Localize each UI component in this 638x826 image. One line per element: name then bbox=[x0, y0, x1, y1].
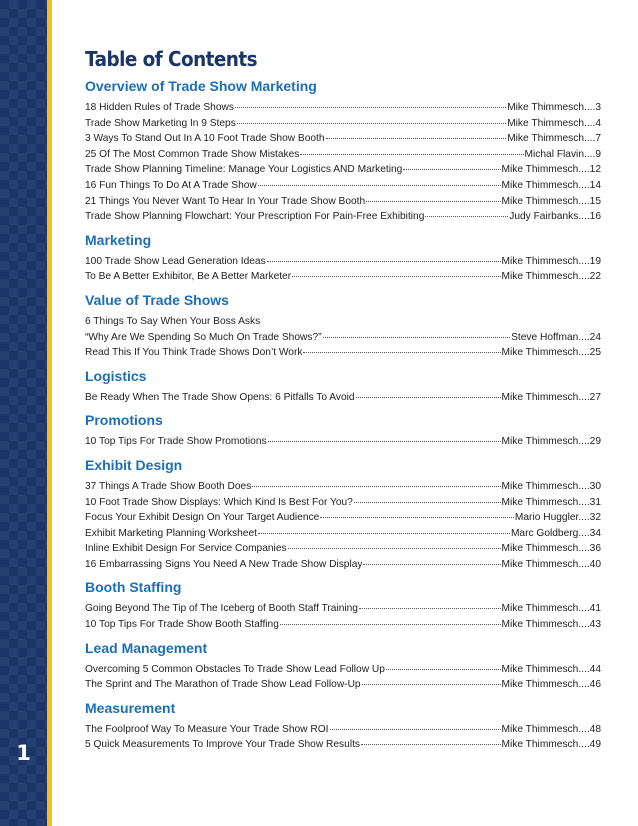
entry-author: Mike Thimmesch bbox=[501, 436, 579, 448]
page-leader: .... bbox=[578, 164, 590, 176]
dot-leader bbox=[359, 608, 501, 609]
dot-leader bbox=[288, 548, 501, 549]
toc-entry[interactable] bbox=[85, 390, 601, 406]
entry-page-number: 25 bbox=[589, 347, 601, 359]
entry-title: Exhibit Marketing Planning Worksheet bbox=[85, 527, 257, 539]
entry-author: Marc Goldberg bbox=[510, 527, 579, 539]
toc-entry[interactable] bbox=[85, 314, 601, 330]
entry-title: 37 Things A Trade Show Booth Does bbox=[85, 480, 252, 492]
entry-title: 25 Of The Most Common Trade Show Mistakes bbox=[85, 148, 300, 160]
dot-leader bbox=[258, 185, 501, 186]
page-leader: .... bbox=[578, 271, 590, 283]
dot-leader bbox=[267, 261, 501, 262]
entry-author-page bbox=[502, 601, 601, 617]
page-leader: .... bbox=[578, 543, 590, 555]
entry-page-number: 36 bbox=[589, 543, 601, 555]
toc-entry[interactable] bbox=[85, 737, 601, 753]
dot-leader bbox=[303, 352, 500, 353]
toc-entry[interactable] bbox=[85, 147, 601, 163]
toc-entry[interactable] bbox=[85, 495, 601, 511]
entry-title: Going Beyond The Tip of The Iceberg of Booth Staff Training bbox=[85, 603, 358, 615]
page-leader: .... bbox=[578, 739, 590, 751]
entry-page-number: 22 bbox=[589, 271, 601, 283]
entry-page-number: 49 bbox=[589, 739, 601, 751]
entry-author-page bbox=[502, 495, 601, 511]
entry-author-page bbox=[502, 254, 601, 270]
entry-author: Mike Thimmesch bbox=[501, 679, 579, 691]
section-heading: Overview of Trade Show Marketing bbox=[85, 78, 317, 94]
dot-leader bbox=[403, 169, 500, 170]
entry-author-page bbox=[502, 662, 601, 678]
section-heading: Measurement bbox=[85, 699, 176, 716]
entry-title: Be Ready When The Trade Show Opens: 6 Pitfalls To Avoid bbox=[85, 391, 355, 403]
section-heading: Promotions bbox=[85, 412, 163, 429]
entry-title: Inline Exhibit Design For Service Companies bbox=[85, 543, 287, 555]
page-leader: .... bbox=[578, 512, 590, 524]
entry-title: 10 Foot Trade Show Displays: Which Kind Is Best For You? bbox=[85, 496, 353, 508]
page-leader: .... bbox=[578, 391, 590, 403]
dot-leader bbox=[326, 138, 507, 139]
entry-page-number: 34 bbox=[589, 527, 601, 539]
entry-title: 3 Ways To Stand Out In A 10 Foot Trade Show Booth bbox=[85, 133, 325, 145]
entry-author: Mike Thimmesch bbox=[501, 195, 579, 207]
entry-author-page bbox=[502, 178, 601, 194]
toc-entry[interactable] bbox=[85, 100, 601, 116]
toc-entry[interactable] bbox=[85, 330, 601, 346]
page-leader: .... bbox=[578, 347, 590, 359]
entry-author: Mike Thimmesch bbox=[501, 164, 579, 176]
entry-author-page bbox=[502, 557, 601, 573]
entry-author-page bbox=[502, 390, 601, 406]
entry-title: The Sprint and The Marathon of Trade Show Lead Follow-Up bbox=[85, 679, 361, 691]
entry-author-page bbox=[502, 677, 601, 693]
page-leader: .... bbox=[578, 211, 590, 223]
toc-entry[interactable] bbox=[85, 345, 601, 361]
page-leader: .... bbox=[584, 102, 596, 113]
dot-leader bbox=[354, 502, 501, 503]
dot-leader bbox=[280, 624, 501, 625]
dot-leader bbox=[330, 729, 501, 730]
page-leader: .... bbox=[578, 331, 590, 343]
toc-entry[interactable] bbox=[85, 557, 601, 573]
page-leader: .... bbox=[578, 496, 590, 508]
entry-author: Mike Thimmesch bbox=[501, 619, 579, 631]
entry-page-number: 27 bbox=[589, 391, 601, 403]
entry-title: 10 Top Tips For Trade Show Booth Staffing bbox=[85, 619, 279, 631]
entry-author: Mike Thimmesch bbox=[501, 179, 579, 191]
entry-title: 16 Embarrassing Signs You Need A New Trade Show Display bbox=[85, 558, 363, 570]
page-leader: .... bbox=[578, 527, 590, 539]
toc-entry[interactable] bbox=[85, 209, 601, 225]
section-heading: Booth Staffing bbox=[85, 579, 182, 596]
page-leader: .... bbox=[578, 255, 590, 267]
entry-title: The Foolproof Way To Measure Your Trade Show ROI bbox=[85, 723, 329, 735]
entry-author-page bbox=[502, 737, 601, 753]
entry-page-number: 44 bbox=[589, 663, 601, 675]
toc-sections bbox=[85, 77, 601, 753]
dot-leader bbox=[237, 123, 506, 124]
toc-entry[interactable] bbox=[85, 479, 601, 495]
page-leader: .... bbox=[584, 133, 596, 145]
entry-page-number: 48 bbox=[589, 723, 601, 735]
entry-author-page bbox=[502, 541, 601, 557]
entry-author: Mike Thimmesch bbox=[501, 603, 579, 615]
page-leader: .... bbox=[578, 436, 590, 448]
page-leader: .... bbox=[578, 663, 590, 675]
page-leader: .... bbox=[578, 179, 590, 191]
entry-title: 16 Fun Things To Do At A Trade Show bbox=[85, 179, 257, 191]
entry-title: 5 Quick Measurements To Improve Your Trade Show Results bbox=[85, 739, 361, 751]
entry-page-number: 7 bbox=[595, 133, 601, 145]
entry-author-page bbox=[502, 194, 601, 210]
entry-title: Trade Show Marketing In 9 Steps bbox=[85, 117, 236, 129]
entry-author: Mike Thimmesch bbox=[501, 496, 579, 508]
table-of-contents bbox=[85, 46, 601, 753]
page-leader: .... bbox=[578, 603, 590, 615]
entry-author: Mike Thimmesch bbox=[501, 723, 579, 735]
entry-author-page bbox=[502, 162, 601, 178]
entry-page-number: 24 bbox=[589, 331, 601, 343]
entry-author: Mike Thimmesch bbox=[501, 255, 579, 267]
entry-author: Mike Thimmesch bbox=[507, 117, 584, 129]
entry-author: Mike Thimmesch bbox=[507, 133, 584, 145]
entry-page-number: 31 bbox=[589, 496, 601, 508]
page-leader: .... bbox=[578, 723, 590, 735]
page-leader: .... bbox=[578, 619, 590, 631]
entry-author: Mike Thimmesch bbox=[507, 102, 584, 113]
toc-entry[interactable] bbox=[85, 269, 601, 285]
page-number: 1 bbox=[16, 741, 31, 765]
entry-author-page bbox=[502, 722, 601, 738]
side-accent-stripe bbox=[47, 0, 52, 826]
entry-title: Read This If You Think Trade Shows Don’t Work bbox=[85, 347, 303, 359]
entry-page-number: 14 bbox=[589, 179, 601, 191]
entry-author-page bbox=[525, 147, 601, 163]
section-heading: Lead Management bbox=[85, 639, 208, 656]
entry-title: “Why Are We Spending So Much On Trade Shows?” bbox=[85, 331, 322, 343]
toc-entry[interactable] bbox=[85, 722, 601, 738]
toc-entry[interactable] bbox=[85, 677, 601, 693]
entry-page-number: 46 bbox=[589, 679, 601, 691]
page-title: Table of Contents bbox=[85, 47, 257, 71]
entry-title: Focus Your Exhibit Design On Your Target Audience bbox=[85, 512, 320, 524]
entry-author-page bbox=[507, 100, 601, 116]
entry-page-number: 19 bbox=[589, 255, 601, 267]
dot-leader bbox=[356, 397, 501, 398]
toc-entry[interactable] bbox=[85, 116, 601, 132]
entry-title: Trade Show Planning Flowchart: Your Prescription For Pain-Free Exhibiting bbox=[85, 211, 425, 223]
side-bar bbox=[0, 0, 52, 826]
toc-entry[interactable] bbox=[85, 662, 601, 678]
toc-entry[interactable] bbox=[85, 617, 601, 633]
section-heading: Logistics bbox=[85, 367, 147, 384]
entry-author: Mike Thimmesch bbox=[501, 663, 579, 675]
entry-page-number: 16 bbox=[589, 211, 601, 223]
entry-page-number: 9 bbox=[595, 148, 601, 160]
entry-page-number: 4 bbox=[595, 117, 601, 129]
dot-leader bbox=[292, 276, 500, 277]
entry-page-number: 29 bbox=[589, 436, 601, 448]
entry-author: Judy Fairbanks bbox=[509, 211, 579, 223]
toc-entry[interactable] bbox=[85, 526, 601, 542]
page-leader: .... bbox=[584, 148, 596, 160]
entry-author-page bbox=[507, 131, 601, 147]
entry-author: Michal Flavin bbox=[524, 148, 584, 160]
dot-leader bbox=[386, 669, 501, 670]
dot-leader bbox=[362, 684, 501, 685]
entry-author: Mike Thimmesch bbox=[501, 543, 579, 555]
entry-page-number: 32 bbox=[589, 512, 601, 524]
page-leader: .... bbox=[578, 558, 590, 570]
entry-page-number: 43 bbox=[589, 619, 601, 631]
toc-entry[interactable] bbox=[85, 510, 601, 526]
dot-leader bbox=[425, 216, 508, 217]
entry-page-number: 40 bbox=[589, 558, 601, 570]
entry-author-page bbox=[509, 209, 601, 225]
dot-leader bbox=[361, 744, 501, 745]
entry-author: Mike Thimmesch bbox=[501, 480, 579, 492]
entry-title: Overcoming 5 Common Obstacles To Trade Show Lead Follow Up bbox=[85, 663, 385, 675]
toc-entry[interactable] bbox=[85, 178, 601, 194]
dot-leader bbox=[258, 533, 510, 534]
toc-entry[interactable] bbox=[85, 601, 601, 617]
dot-leader bbox=[363, 564, 500, 565]
dot-leader bbox=[252, 486, 500, 487]
entry-author: Mike Thimmesch bbox=[501, 558, 579, 570]
page-leader: .... bbox=[584, 117, 596, 129]
toc-entry[interactable] bbox=[85, 541, 601, 557]
entry-author: Mario Huggler bbox=[514, 512, 579, 524]
entry-title: 100 Trade Show Lead Generation Ideas bbox=[85, 255, 266, 267]
entry-author-page bbox=[502, 617, 601, 633]
entry-author: Mike Thimmesch bbox=[501, 347, 579, 359]
entry-title: 6 Things To Say When Your Boss Asks bbox=[85, 315, 261, 327]
entry-page-number: 3 bbox=[595, 102, 601, 113]
dot-leader bbox=[366, 201, 500, 202]
dot-leader bbox=[268, 441, 501, 442]
entry-title: Trade Show Planning Timeline: Manage Your Logistics AND Marketing bbox=[85, 164, 403, 176]
entry-author-page bbox=[502, 345, 601, 361]
entry-page-number: 12 bbox=[589, 164, 601, 176]
entry-page-number: 41 bbox=[589, 603, 601, 615]
toc-entry[interactable] bbox=[85, 194, 601, 210]
toc-entry[interactable] bbox=[85, 254, 601, 270]
entry-author: Mike Thimmesch bbox=[501, 271, 579, 283]
toc-entry[interactable] bbox=[85, 131, 601, 147]
section-heading: Marketing bbox=[85, 231, 152, 248]
dot-leader bbox=[320, 517, 514, 518]
entry-author-page bbox=[502, 479, 601, 495]
toc-entry[interactable] bbox=[85, 162, 601, 178]
entry-title: 21 Things You Never Want To Hear In Your Trade Show Booth bbox=[85, 195, 366, 207]
section-heading: Exhibit Design bbox=[85, 456, 183, 473]
page-leader: .... bbox=[578, 679, 590, 691]
dot-leader bbox=[300, 154, 523, 155]
entry-author-page bbox=[511, 330, 601, 346]
dot-leader bbox=[235, 107, 506, 108]
toc-entry[interactable] bbox=[85, 434, 601, 450]
entry-author: Steve Hoffman bbox=[511, 331, 579, 343]
entry-author-page bbox=[515, 510, 601, 526]
dot-leader bbox=[323, 337, 511, 338]
entry-title: 10 Top Tips For Trade Show Promotions bbox=[85, 436, 267, 448]
entry-author-page bbox=[502, 434, 601, 450]
page-leader: .... bbox=[578, 195, 590, 207]
entry-author: Mike Thimmesch bbox=[501, 739, 579, 751]
entry-author-page bbox=[511, 526, 601, 542]
entry-author-page bbox=[507, 116, 601, 132]
entry-author: Mike Thimmesch bbox=[501, 391, 579, 403]
entry-title: To Be A Better Exhibitor, Be A Better Marketer bbox=[85, 271, 292, 283]
entry-title: 18 Hidden Rules of Trade Shows bbox=[85, 102, 234, 113]
entry-author-page bbox=[502, 269, 601, 285]
entry-page-number: 15 bbox=[589, 195, 601, 207]
section-heading: Value of Trade Shows bbox=[85, 291, 229, 308]
page-leader: .... bbox=[578, 480, 590, 492]
entry-page-number: 30 bbox=[589, 480, 601, 492]
